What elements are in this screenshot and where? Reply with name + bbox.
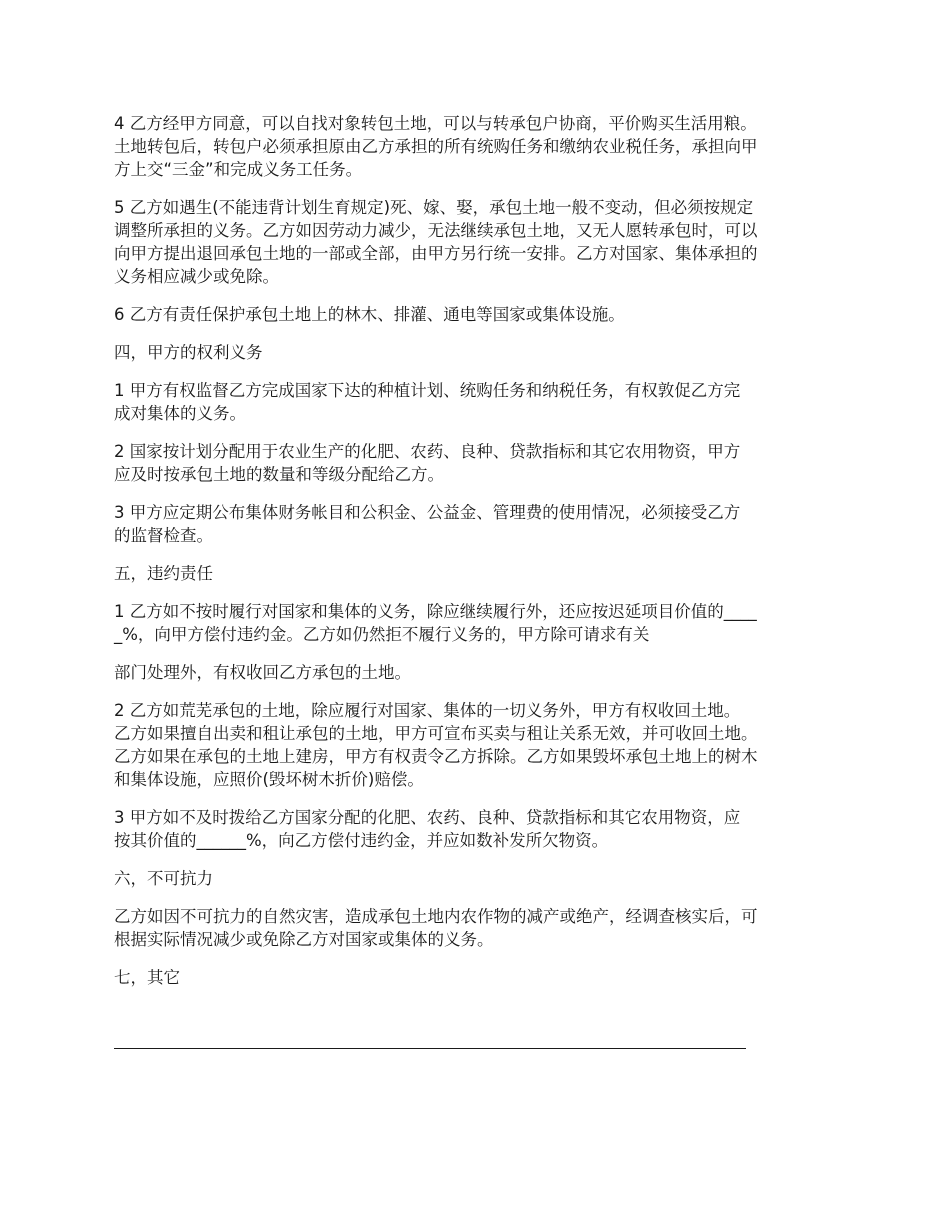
clause-5-2-line: 乙方如果擅自出卖和租让承包的土地，甲方可宣布买卖与租让关系无效，并可收回土地。 xyxy=(114,724,758,743)
clause-5-1-line: 1 乙方如不按时履行对国家和集体的义务，除应继续履行外，还应按迟延项目价值的____ xyxy=(114,602,757,621)
clause-2-4-line: 土地转包后，转包户必须承担原由乙方承担的所有统购任务和缴纳农业税任务，承担向甲 xyxy=(114,137,758,156)
clause-5-2 xyxy=(114,699,838,791)
clause-5-2-line: 乙方如果在承包的土地上建房，甲方有权责令乙方拆除。乙方如果毁坏承包土地上的树木 xyxy=(114,747,758,766)
clause-4-3 xyxy=(114,501,838,547)
clause-4-3-line: 3 甲方应定期公布集体财务帐目和公积金、公益金、管理费的使用情况，必须接受乙方 xyxy=(114,503,741,522)
clause-4-2-line: 应及时按承包土地的数量和等级分配给乙方。 xyxy=(114,465,444,484)
clause-2-4-line: 4 乙方经甲方同意，可以自找对象转包土地，可以与转承包户协商，平价购买生活用粮。 xyxy=(114,114,757,133)
clause-4-2 xyxy=(114,440,838,486)
clause-5-3 xyxy=(114,806,838,852)
clause-2-4-line: 方上交“三金”和完成义务工任务。 xyxy=(114,160,363,179)
clause-5-3-line: 按其价值的______%，向乙方偿付违约金，并应如数补发所欠物资。 xyxy=(114,831,609,850)
clause-5-1-part-a xyxy=(114,600,838,646)
clause-2-5 xyxy=(114,196,838,288)
clause-5-2-line: 2 乙方如荒芜承包的土地，除应履行对国家、集体的一切义务外，甲方有权收回土地。 xyxy=(114,701,741,720)
section-heading-4: 四，甲方的权利义务 xyxy=(114,343,263,362)
clause-4-2-line: 2 国家按计划分配用于农业生产的化肥、农药、良种、贷款指标和其它农用物资，甲方 xyxy=(114,442,741,461)
clause-6 xyxy=(114,905,838,951)
clause-4-3-line: 的监督检查。 xyxy=(114,526,213,545)
clause-2-6: 6 乙方有责任保护承包土地上的林木、排灌、通电等国家或集体设施。 xyxy=(114,305,625,324)
clause-4-1-line: 成对集体的义务。 xyxy=(114,404,246,423)
clause-2-5-line: 向甲方提出退回承包土地的一部或全部，由甲方另行统一安排。乙方对国家、集体承担的 xyxy=(114,244,758,263)
clause-2-5-line: 义务相应减少或免除。 xyxy=(114,267,279,286)
clause-4-1 xyxy=(114,379,838,425)
clause-2-5-line: 调整所承担的义务。乙方如因劳动力减少，无法继续承包土地，又无人愿转承包时，可以 xyxy=(114,221,758,240)
clause-5-3-line: 3 甲方如不及时拨给乙方国家分配的化肥、农药、良种、贷款指标和其它农用物资，应 xyxy=(114,808,741,827)
clause-6-line: 根据实际情况减少或免除乙方对国家或集体的义务。 xyxy=(114,930,494,949)
clause-2-5-line: 5 乙方如遇生(不能违背计划生育规定)死、嫁、娶，承包土地一般不变动，但必须按规定 xyxy=(114,198,754,217)
clause-4-1-line: 1 甲方有权监督乙方完成国家下达的种植计划、统购任务和纳税任务，有权敦促乙方完 xyxy=(114,381,741,400)
clause-5-1-line: _%，向甲方偿付违约金。乙方如仍然拒不履行义务的，甲方除可请求有关 xyxy=(114,625,650,644)
blank-fill-line xyxy=(114,1048,746,1049)
clause-2-4 xyxy=(114,112,838,181)
clause-5-2-line: 和集体设施，应照价(毁坏树木折价)赔偿。 xyxy=(114,770,424,789)
section-heading-5: 五，违约责任 xyxy=(114,564,213,583)
document-body xyxy=(114,112,838,1004)
section-heading-6: 六，不可抗力 xyxy=(114,869,213,888)
section-heading-7: 七，其它 xyxy=(114,968,180,987)
clause-5-1-part-b: 部门处理外，有权收回乙方承包的土地。 xyxy=(114,663,411,682)
clause-6-line: 乙方如因不可抗力的自然灾害，造成承包土地内农作物的减产或绝产，经调查核实后，可 xyxy=(114,907,758,926)
